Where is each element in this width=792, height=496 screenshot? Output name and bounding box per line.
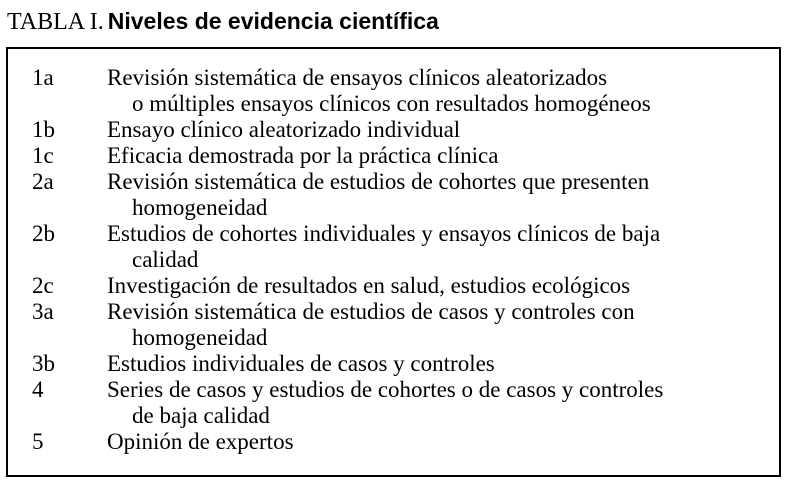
table-body bbox=[8, 65, 779, 455]
evidence-level-description bbox=[107, 117, 767, 143]
evidence-level-code: 2a bbox=[32, 169, 54, 194]
table-row bbox=[8, 169, 779, 221]
evidence-level-description bbox=[107, 377, 767, 429]
evidence-level-description bbox=[107, 65, 767, 117]
description-line: Estudios de cohortes individuales y ensayos clínicos de baja bbox=[107, 221, 661, 246]
evidence-level-description bbox=[107, 143, 767, 169]
description-line: Investigación de resultados en salud, estudios ecológicos bbox=[107, 273, 631, 298]
evidence-level-code: 2b bbox=[32, 221, 55, 246]
table-number: TABLA I. bbox=[7, 9, 104, 35]
description-line: homogeneidad bbox=[132, 195, 268, 220]
evidence-level-description bbox=[107, 429, 767, 455]
description-line: Series de casos y estudios de cohortes o de casos y controles bbox=[107, 377, 664, 402]
evidence-level-description bbox=[107, 169, 767, 221]
table-row bbox=[8, 65, 779, 117]
description-line: o múltiples ensayos clínicos con resultados homogéneos bbox=[132, 91, 651, 116]
description-line: Ensayo clínico aleatorizado individual bbox=[107, 117, 461, 142]
evidence-level-description bbox=[107, 273, 767, 299]
evidence-level-description bbox=[107, 351, 767, 377]
description-line: Estudios individuales de casos y controles bbox=[107, 351, 495, 376]
evidence-level-code: 2c bbox=[32, 273, 54, 298]
evidence-level-code: 3b bbox=[32, 351, 55, 376]
table-caption bbox=[7, 4, 439, 38]
evidence-level-code: 1a bbox=[32, 65, 54, 90]
description-line: homogeneidad bbox=[132, 325, 268, 350]
table-title: Niveles de evidencia científica bbox=[107, 8, 439, 34]
description-line: Opinión de expertos bbox=[107, 429, 294, 454]
table-row bbox=[8, 351, 779, 377]
evidence-level-description bbox=[107, 299, 767, 351]
evidence-level-code: 3a bbox=[32, 299, 54, 324]
table-row bbox=[8, 299, 779, 351]
evidence-level-code: 1b bbox=[32, 117, 55, 142]
table-row bbox=[8, 429, 779, 455]
table-row bbox=[8, 221, 779, 273]
evidence-level-description bbox=[107, 221, 767, 273]
description-line: Revisión sistemática de ensayos clínicos aleatorizados bbox=[107, 65, 608, 90]
description-line: calidad bbox=[132, 247, 199, 272]
table-row bbox=[8, 273, 779, 299]
description-line: de baja calidad bbox=[132, 403, 270, 428]
evidence-level-code: 1c bbox=[32, 143, 54, 168]
evidence-level-code: 5 bbox=[32, 429, 44, 454]
evidence-levels-table bbox=[6, 47, 781, 477]
description-line: Revisión sistemática de estudios de cohortes que presenten bbox=[107, 169, 650, 194]
table-row bbox=[8, 143, 779, 169]
table-row bbox=[8, 117, 779, 143]
table-row bbox=[8, 377, 779, 429]
description-line: Eficacia demostrada por la práctica clínica bbox=[107, 143, 499, 168]
evidence-level-code: 4 bbox=[32, 377, 44, 402]
description-line: Revisión sistemática de estudios de casos y controles con bbox=[107, 299, 635, 324]
